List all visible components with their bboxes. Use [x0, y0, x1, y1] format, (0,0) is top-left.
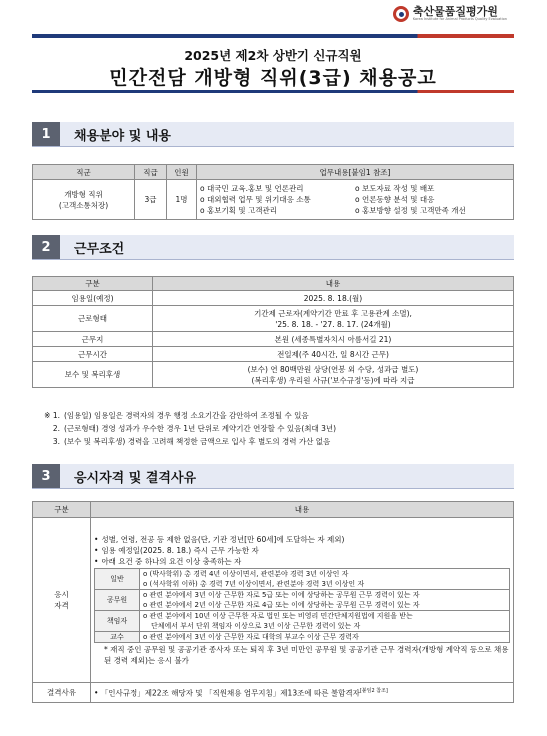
requirement-detail — [140, 590, 510, 611]
section-title: 근무조건 — [60, 235, 514, 259]
logo-name-en: Korea Institute for Animal Products Quality Evaluation — [412, 17, 507, 22]
header-rule — [32, 34, 514, 38]
grade-cell: 3급 — [135, 180, 167, 220]
notes — [32, 409, 514, 448]
qualification-table — [32, 501, 514, 703]
qualification-bullet: • 성별, 연령, 전공 등 제한 없음(단, 기관 정년[만 60세]에 도달하는 자 제외) — [94, 535, 345, 544]
condition-key: 근로형태 — [33, 306, 153, 332]
condition-line: 2025. 8. 18.(월) — [303, 293, 363, 303]
duty-item: o 홍보기획 및 고객관리 — [200, 206, 277, 215]
disqualification-ref: [붙임2 참조] — [359, 688, 388, 695]
condition-key: 근무시간 — [33, 347, 153, 362]
qualification-bullet: • 임용 예정일(2025. 8. 18.) 즉시 근무 가능한 자 — [94, 546, 259, 555]
requirement-line: 단체에서 부서 단위 책임자 이상으로 3년 이상 근무한 경력이 있는 자 — [151, 622, 361, 630]
requirement-detail — [140, 569, 510, 590]
section-title: 채용분야 및 내용 — [60, 122, 514, 146]
condition-line: 전일제(주 40시간, 일 8시간 근무) — [277, 349, 389, 359]
requirement-table — [94, 568, 510, 643]
col-header: 업무내용[붙임1 참조] — [197, 165, 514, 180]
section-2-header — [32, 235, 514, 260]
note-text: (임용일) 임용일은 경력자의 경우 행정 소요기간을 감안하여 조정될 수 있음 — [64, 411, 309, 420]
section-number: 2 — [32, 235, 60, 259]
duty-item: o 홍보방향 설정 및 고객만족 개선 — [355, 206, 466, 215]
job-line2: (고객소통처장) — [58, 200, 109, 210]
duty-item: o 대외협력 업무 및 위기대응 소통 — [200, 195, 311, 204]
requirement-line: o (석사학위 이하) 총 경력 7년 이상이면서, 관련분야 경력 3년 이상인 자 — [143, 580, 365, 588]
bullet-text: 성별, 연령, 전공 등 제한 없음(단, 기관 정년[만 60세]에 도달하는 자 제외) — [101, 535, 345, 544]
note-marker: ※ 1. — [44, 411, 60, 420]
qualification-label-line: 응시 — [54, 590, 69, 599]
duty-item: o 보도자료 작성 및 배포 — [355, 184, 435, 193]
recruitment-table — [32, 164, 514, 220]
condition-value — [153, 347, 514, 362]
duty-item: o 대국민 교육.홍보 및 언론관리 — [200, 184, 304, 193]
note-marker: 3. — [52, 437, 60, 446]
disqualification-text: 「인사규정」제22조 해당자 및 「직원채용 업무지침」제13조에 따른 불합격자 — [100, 688, 360, 698]
col-header: 내용 — [91, 502, 514, 518]
condition-value — [153, 362, 514, 388]
col-header: 내용 — [153, 277, 514, 291]
requirement-line: o 관련 분야에서 3년 이상 근무한 자로 대학의 부교수 이상 근무 경력자 — [143, 633, 359, 641]
disqualification-content: • 「인사규정」제22조 해당자 및 「직원채용 업무지침」제13조에 따른 불합격자[붙임2 참조] — [91, 683, 514, 703]
qualification-bullet: • 아래 요건 중 하나의 요건 이상 충족하는 자 — [94, 557, 242, 566]
requirement-line: o 관련 분야에서 2년 이상 근무한 자로 4급 또는 이에 상당하는 공무원 근무 경력이 있는 자 — [143, 601, 420, 609]
section-number: 3 — [32, 464, 60, 488]
col-header: 직군 — [33, 165, 135, 180]
condition-value — [153, 291, 514, 306]
title-line2: 민간전담 개방형 직위(3급) 채용공고 — [109, 67, 437, 89]
col-header: 구분 — [33, 502, 91, 518]
logo — [393, 6, 507, 22]
requirement-line: o 관련 분야에서 10년 이상 근무한 자로 법인 또는 비영리 민간단체지원법에 지원을 받는 — [143, 612, 413, 620]
logo-mark-icon — [393, 6, 409, 22]
job-line1: 개방형 직위 — [64, 189, 103, 199]
title-line1: 2025년 제2차 상반기 신규직원 — [184, 48, 362, 63]
conditions-table — [32, 276, 514, 388]
requirement-type: 교수 — [95, 632, 140, 643]
requirement-type: 책임자 — [95, 611, 140, 632]
note-item — [32, 435, 514, 448]
requirement-line: o (박사학위) 총 경력 4년 이상이면서, 관련분야 경력 3년 이상인 자 — [143, 570, 349, 578]
disqualification-label: 결격사유 — [33, 683, 91, 703]
requirement-line: o 관련 분야에서 3년 이상 근무한 자로 5급 또는 이에 상당하는 공무원 근무 경력이 있는 자 — [143, 591, 420, 599]
qualification-label — [33, 518, 91, 683]
qualification-label-line: 자격 — [54, 601, 69, 610]
condition-value — [153, 306, 514, 332]
note-item — [32, 422, 514, 435]
note-text: (보수 및 복리후생) 경력을 고려해 책정한 금액으로 입사 후 별도의 경력 가산 없음 — [64, 437, 331, 446]
job-cell — [33, 180, 135, 220]
bullet-text: 임용 예정일(2025. 8. 18.) 즉시 근무 가능한 자 — [101, 546, 259, 555]
requirement-type: 일반 — [95, 569, 140, 590]
condition-line: (복리후생) 우리원 사규('보수규정'등)에 따라 지급 — [251, 375, 415, 385]
requirement-type: 공무원 — [95, 590, 140, 611]
condition-line: (보수) 연 80백만원 상당(연봉 외 수당, 성과급 별도) — [247, 364, 419, 374]
note-text: (근로형태) 경영 성과가 우수한 경우 1년 단위로 계약기간 연장할 수 있음(최대 3년) — [64, 424, 337, 433]
condition-value — [153, 332, 514, 347]
condition-key: 임용일(예정) — [33, 291, 153, 306]
col-header: 직급 — [135, 165, 167, 180]
requirement-detail — [140, 611, 510, 632]
section-number: 1 — [32, 122, 60, 146]
col-header: 인원 — [167, 165, 197, 180]
condition-line: '25. 8. 18. - '27. 8. 17. (24개월) — [275, 319, 391, 329]
condition-line: 본원 (세종특별자치시 아름서길 21) — [274, 334, 392, 344]
exclusion-note: * 재직 중인 공무원 및 공공기관 종사자 또는 퇴직 후 3년 미만인 공무원 및 공공기관 근무 경력자(개방형 계약직 등으로 채용된 경력 제외)는 응시 불가 — [104, 645, 509, 665]
col-header: 구분 — [33, 277, 153, 291]
condition-key: 근무지 — [33, 332, 153, 347]
condition-key: 보수 및 복리후생 — [33, 362, 153, 388]
bullet-text: 아래 요건 중 하나의 요건 이상 충족하는 자 — [101, 557, 242, 566]
section-1-header — [32, 122, 514, 147]
note-item — [32, 409, 514, 422]
section-title: 응시자격 및 결격사유 — [60, 464, 514, 488]
section-3-header — [32, 464, 514, 489]
duties-cell — [197, 180, 514, 220]
count-cell: 1명 — [167, 180, 197, 220]
title-rule — [32, 90, 514, 93]
requirement-detail — [140, 632, 510, 643]
note-marker: 2. — [52, 424, 60, 433]
condition-line: 기간제 근로자(계약기간 만료 후 고용관계 소멸), — [254, 308, 412, 318]
duty-item: o 언론동향 분석 및 대응 — [355, 195, 435, 204]
logo-name-kr: 축산물품질평가원 — [412, 5, 498, 19]
qualification-content — [91, 518, 514, 683]
